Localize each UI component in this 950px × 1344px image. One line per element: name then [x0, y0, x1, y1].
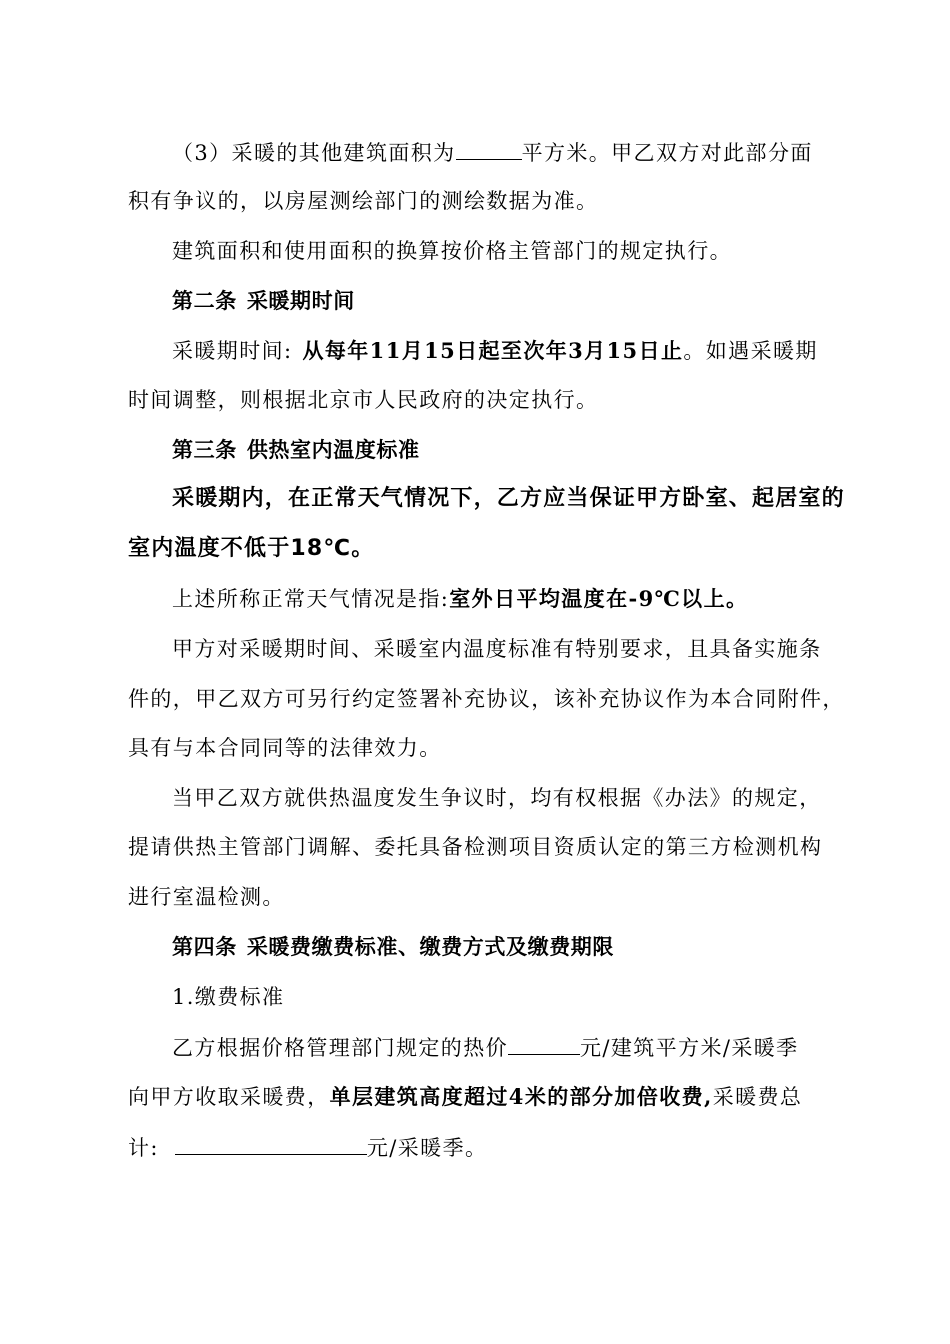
temperature-standard-line1: 采暖期内，在正常天气情况下，乙方应当保证甲方卧室、起居室的 [172, 486, 845, 511]
article3-number: 第三条 [172, 438, 237, 462]
article4-title: 采暖费缴费标准、缴费方式及缴费期限 [246, 935, 615, 959]
heat-price-text: 乙方根据价格管理部门规定的热价 [172, 1036, 508, 1060]
article2-heading [172, 286, 838, 316]
dispute-line2: 提请供热主管部门调解、委托具备检测项目资质认定的第三方检测机构 [128, 835, 823, 859]
paragraph-area-conversion: 建筑面积和使用面积的换算按价格主管部门的规定执行。 [172, 239, 732, 263]
fee-standard-line3 [128, 1132, 838, 1162]
fee-collection-text: 向甲方收取采暖费， [128, 1085, 330, 1109]
dispute-line3: 进行室温检测。 [128, 885, 285, 909]
fee-standard-line1 [172, 1032, 838, 1062]
other-area-text: （3）采暖的其他建筑面积为 [172, 141, 456, 165]
heating-period-cont: 。如遇采暖期 [683, 339, 818, 363]
paragraph-other-area-line2: 积有争议的，以房屋测绘部门的测绘数据为准。 [128, 189, 599, 213]
fee-total-blank[interactable] [175, 1132, 367, 1155]
fee-standard-line2 [128, 1082, 838, 1112]
article2-title: 采暖期时间 [246, 289, 355, 313]
temperature-standard-line2: 室内温度不低于18℃。 [128, 536, 375, 561]
normal-weather-definition [172, 584, 838, 614]
height-surcharge-text: 单层建筑高度超过4米的部分加倍收费, [329, 1084, 713, 1109]
article3-title: 供热室内温度标准 [246, 438, 420, 462]
heat-price-blank[interactable] [508, 1032, 580, 1055]
fee-standard-subheading: 1.缴费标准 [172, 985, 285, 1009]
article4-number: 第四条 [172, 935, 237, 959]
dispute-line1: 当甲乙双方就供热温度发生争议时，均有权根据《办法》的规定， [172, 786, 822, 810]
article3-heading [172, 435, 838, 465]
heating-period-dates: 从每年11月15日起至次年3月15日止 [302, 338, 684, 363]
heating-period-line2: 时间调整，则根据北京市人民政府的决定执行。 [128, 388, 599, 412]
special-requirement-line2: 件的，甲乙双方可另行约定签署补充协议，该补充协议作为本合同附件， [128, 687, 845, 711]
normal-weather-label: 上述所称正常天气情况是指: [172, 587, 450, 611]
article2-number: 第二条 [172, 289, 237, 313]
article4-heading [172, 932, 838, 962]
fee-total-prefix: 计: [128, 1136, 159, 1160]
heating-period-label: 采暖期时间: [172, 339, 293, 363]
heat-price-unit: 元/建筑平方米/采暖季 [580, 1036, 799, 1060]
heating-period-line1 [172, 336, 838, 366]
fee-total-unit: 元/采暖季。 [366, 1136, 488, 1160]
other-area-blank[interactable] [456, 137, 522, 160]
normal-weather-value: 室外日平均温度在-9℃以上。 [449, 586, 749, 611]
special-requirement-line1: 甲方对采暖期时间、采暖室内温度标准有特别要求，且具备实施条 [172, 637, 822, 661]
paragraph-other-area-line1 [172, 137, 838, 167]
fee-total-label: 采暖费总 [712, 1085, 803, 1109]
other-area-text-cont: 平方米。甲乙双方对此部分面 [521, 141, 813, 165]
special-requirement-line3: 具有与本合同同等的法律效力。 [128, 736, 442, 760]
